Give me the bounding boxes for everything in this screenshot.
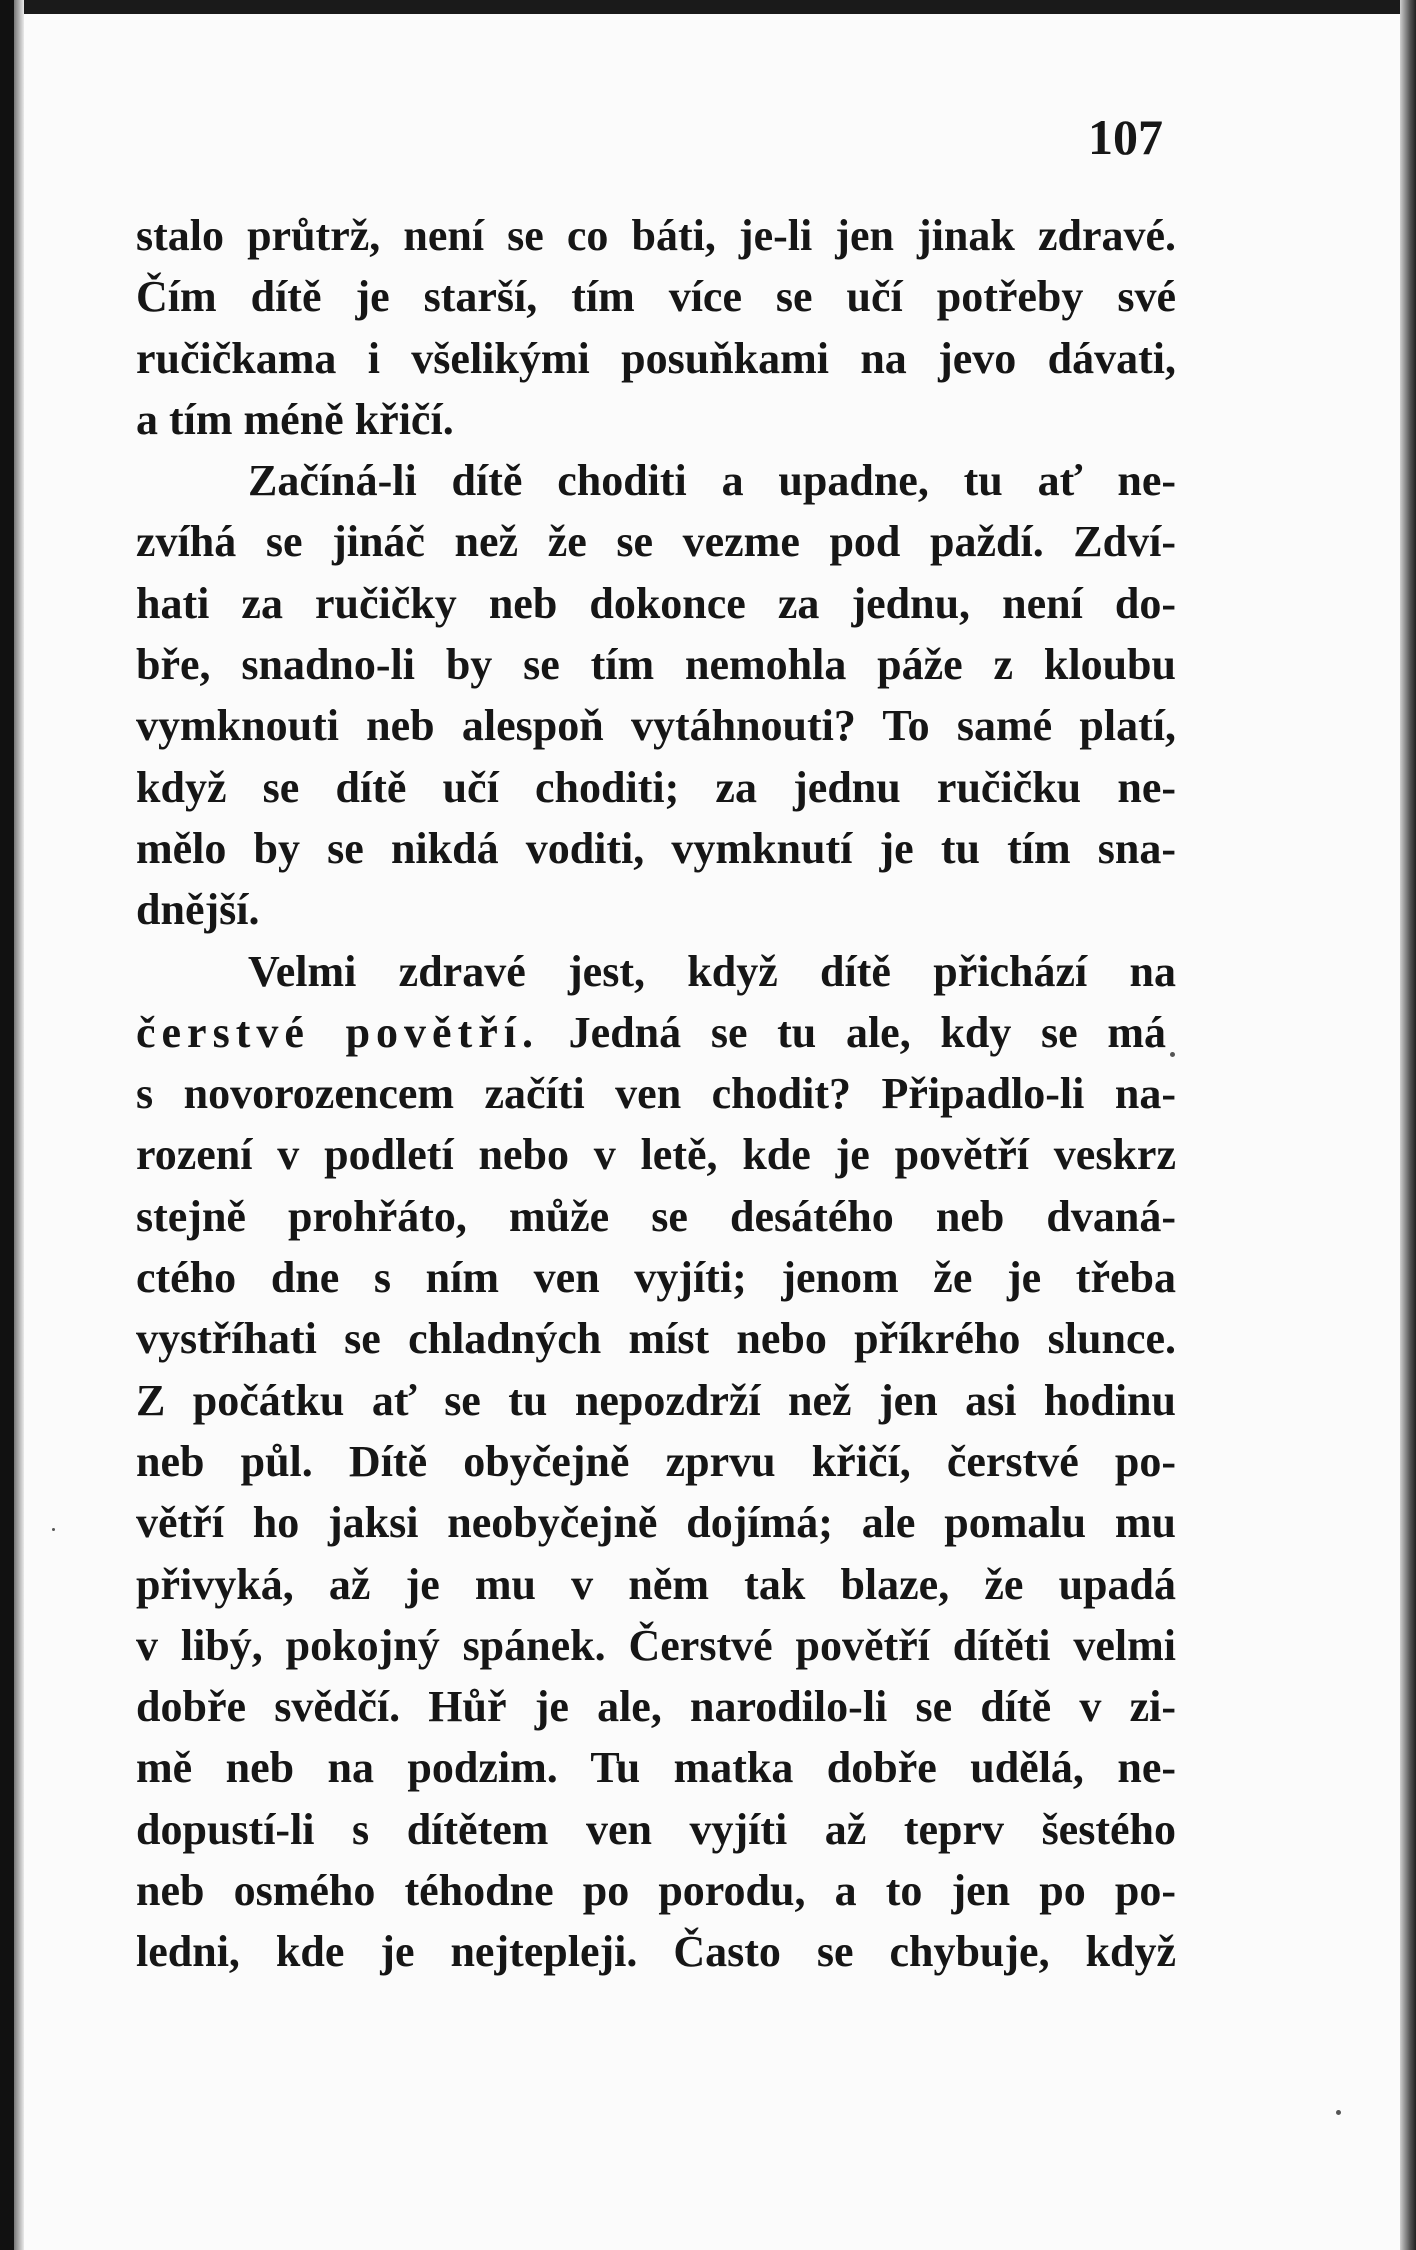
text-line: vymknouti neb alespoň vytáhnouti? To samé platí, [136, 701, 1176, 751]
text-line: stejně prohřáto, může se desátého neb dvaná- [136, 1191, 1176, 1241]
text-line: ctého dne s ním ven vyjíti; jenom že je třeba [136, 1253, 1176, 1303]
text-line: Z počátku ať se tu nepozdrží než jen asi hodinu [136, 1375, 1176, 1425]
text-line: zvíhá se jináč než že se vezme pod paždí. Zdví- [136, 517, 1176, 567]
text-line: Velmi zdravé jest, když dítě přichází na [248, 946, 1176, 996]
text-line: vystříhati se chladných míst nebo příkrého slunce. [136, 1314, 1176, 1364]
scan-border-top [0, 0, 1416, 14]
text-line: s novorozencem začíti ven chodit? Připadlo-li na- [136, 1069, 1176, 1119]
text-line: Čím dítě je starší, tím více se učí potřeby své [136, 272, 1176, 322]
scan-shadow-left [14, 0, 24, 2250]
text-line: dnější. [136, 885, 260, 935]
text-line: mělo by se nikdá voditi, vymknutí je tu tím sna- [136, 823, 1176, 873]
scan-border-right [1400, 0, 1416, 2250]
scan-border-left [0, 0, 14, 2250]
text-line: neb půl. Dítě obyčejně zprvu křičí, čerstvé po- [136, 1436, 1176, 1486]
page-body-text [136, 205, 1176, 1983]
text-line: ručičkama i všelikými posuňkami na jevo dávati, [136, 333, 1176, 383]
text-line: hati za ručičky neb dokonce za jednu, není do- [136, 578, 1176, 628]
text-line: dopustí-li s dítětem ven vyjíti až teprv šestého [136, 1804, 1176, 1854]
scan-speck [1170, 1052, 1175, 1057]
page-number: 107 [1088, 109, 1163, 165]
text-line: ledni, kde je nejtepleji. Často se chybuje, když [136, 1927, 1176, 1977]
text-line: když se dítě učí choditi; za jednu ručičku ne- [136, 762, 1176, 812]
text-line: neb osmého téhodne po porodu, a to jen po po- [136, 1866, 1176, 1916]
text-line: dobře svědčí. Hůř je ale, narodilo-li se dítě v zi- [136, 1682, 1176, 1732]
text-line-rest: Jedná se tu ale, kdy se má [538, 1007, 1166, 1057]
text-line: a tím méně křičí. [136, 394, 454, 444]
text-line: Začíná-li dítě choditi a upadne, tu ať ne- [248, 456, 1176, 506]
text-line: rození v podletí nebo v letě, kde je povětří veskrz [136, 1130, 1176, 1180]
text-line: mě neb na podzim. Tu matka dobře udělá, ne- [136, 1743, 1176, 1793]
text-line: větří ho jaksi neobyčejně dojímá; ale pomalu mu [136, 1498, 1176, 1548]
spaced-emphasis: čerstvé povětří. [136, 1007, 539, 1057]
scan-speck [52, 1528, 55, 1531]
text-line: stalo průtrž, není se co báti, je-li jen jinak zdravé. [136, 211, 1176, 260]
text-line: bře, snadno-li by se tím nemohla páže z kloubu [136, 640, 1176, 690]
text-line: přivyká, až je mu v něm tak blaze, že upadá [136, 1559, 1176, 1609]
text-line-spaced [136, 1002, 1166, 1063]
scan-speck [1336, 2110, 1341, 2115]
text-line: v libý, pokojný spánek. Čerstvé povětří dítěti velmi [136, 1620, 1176, 1670]
